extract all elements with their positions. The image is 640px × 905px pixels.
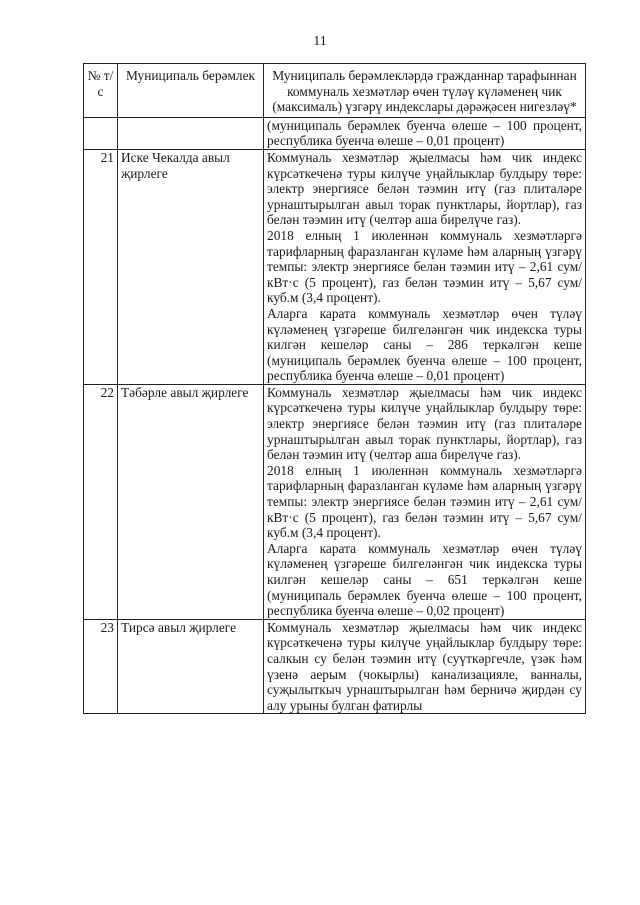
page-number: 11 xyxy=(313,34,327,49)
header-municipality: Муниципаль берәмлек xyxy=(118,64,264,118)
table-row-continuation xyxy=(84,117,586,149)
cell-num xyxy=(84,117,118,149)
paragraph: Аларга карата коммуналь хезмәтләр өчен түләү күләменең үзгәреше билгеләнгән чик индекска туры килгән кешеләр саны – 651 теркәлгән кеше (муниципаль берәмлек буенча өлеше – 100 процент, республика буенча өлеше – 0,02 процент) xyxy=(267,540,582,619)
table-row xyxy=(84,384,586,619)
cell-name: Иске Чекалда авыл җирлеге xyxy=(118,149,264,384)
index-table xyxy=(83,63,586,714)
cell-name xyxy=(118,117,264,149)
paragraph: Аларга карата коммуналь хезмәтләр өчен түләү күләменең үзгәреше билгеләнгән чик индекска туры килгән кешеләр саны – 286 теркәлгән кеше (муниципаль берәмлек буенча өлеше – 100 процент, республика буенча өлеше – 0,01 процент) xyxy=(267,305,582,384)
paragraph: Коммуналь хезмәтләр җыелмасы һәм чик индекс күрсәткеченә туры килүче уңайлыклар булдыру төре: электр энергиясе белән тәэмин итү (газ плиталәре урнаштырылган авыл торак пунктлары, йортлар), газ белән тәэмин итү (челтәр аша бирелүче газ). xyxy=(267,149,582,228)
cell-text xyxy=(264,619,586,714)
paragraph: Коммуналь хезмәтләр җыелмасы һәм чик индекс күрсәткеченә туры килүче уңайлыклар булдыру төре: электр энергиясе белән тәэмин итү (газ плиталәре урнаштырылган авыл торак пунктлары, йортлар), газ белән тәэмин итү (челтәр аша бирелүче газ). xyxy=(267,384,582,463)
cell-text xyxy=(264,117,586,149)
cell-text xyxy=(264,149,586,384)
cell-num: 23 xyxy=(84,619,118,714)
paragraph: 2018 елның 1 июленнән коммуналь хезмәтләргә тарифларның фаразланган күләме һәм аларның үзгәрү темпы: электр энергиясе белән тәэмин итү – 2,61 сум/кВт·с (5 процент), газ белән тәэмин итү – 5,67 сум/куб.м (3,4 процент). xyxy=(267,462,582,541)
table-header-row xyxy=(84,64,586,118)
cell-num: 21 xyxy=(84,149,118,384)
table-row xyxy=(84,619,586,714)
cell-text xyxy=(264,384,586,619)
paragraph: Коммуналь хезмәтләр җыелмасы һәм чик индекс күрсәткеченә туры килүче уңайлыклар булдыру төре: салкын су белән тәэмин итү (суүткәргечле, үзәк һәм үзенә аерым (чокырлы) канализацияле, ванналы, суҗылыткыч урнаштырылган һәм берничә җирдән су алу урыны булган фатирлы xyxy=(267,619,582,713)
table-row xyxy=(84,149,586,384)
paragraph: 2018 елның 1 июленнән коммуналь хезмәтләргә тарифларның фаразланган күләме һәм аларның үзгәрү темпы: электр энергиясе белән тәэмин итү – 2,61 сум/кВт·с (5 процент), газ белән тәэмин итү – 5,67 сум/куб.м (3,4 процент). xyxy=(267,227,582,306)
continuation-paragraph: (муниципаль берәмлек буенча өлеше – 100 процент, республика буенча өлеше – 0,01 процент) xyxy=(267,117,582,149)
header-basis: Муниципаль берәмлекләрдә гражданнар тарафыннан коммуналь хезмәтләр өчен түләү күләменең чик (максималь) үзгәрү индекслары дәрәҗәсен нигезләү* xyxy=(264,64,586,118)
cell-name: Тәбәрле авыл җирлеге xyxy=(118,384,264,619)
cell-num: 22 xyxy=(84,384,118,619)
header-num: № т/с xyxy=(84,64,118,118)
cell-name: Тирсә авыл җирлеге xyxy=(118,619,264,714)
